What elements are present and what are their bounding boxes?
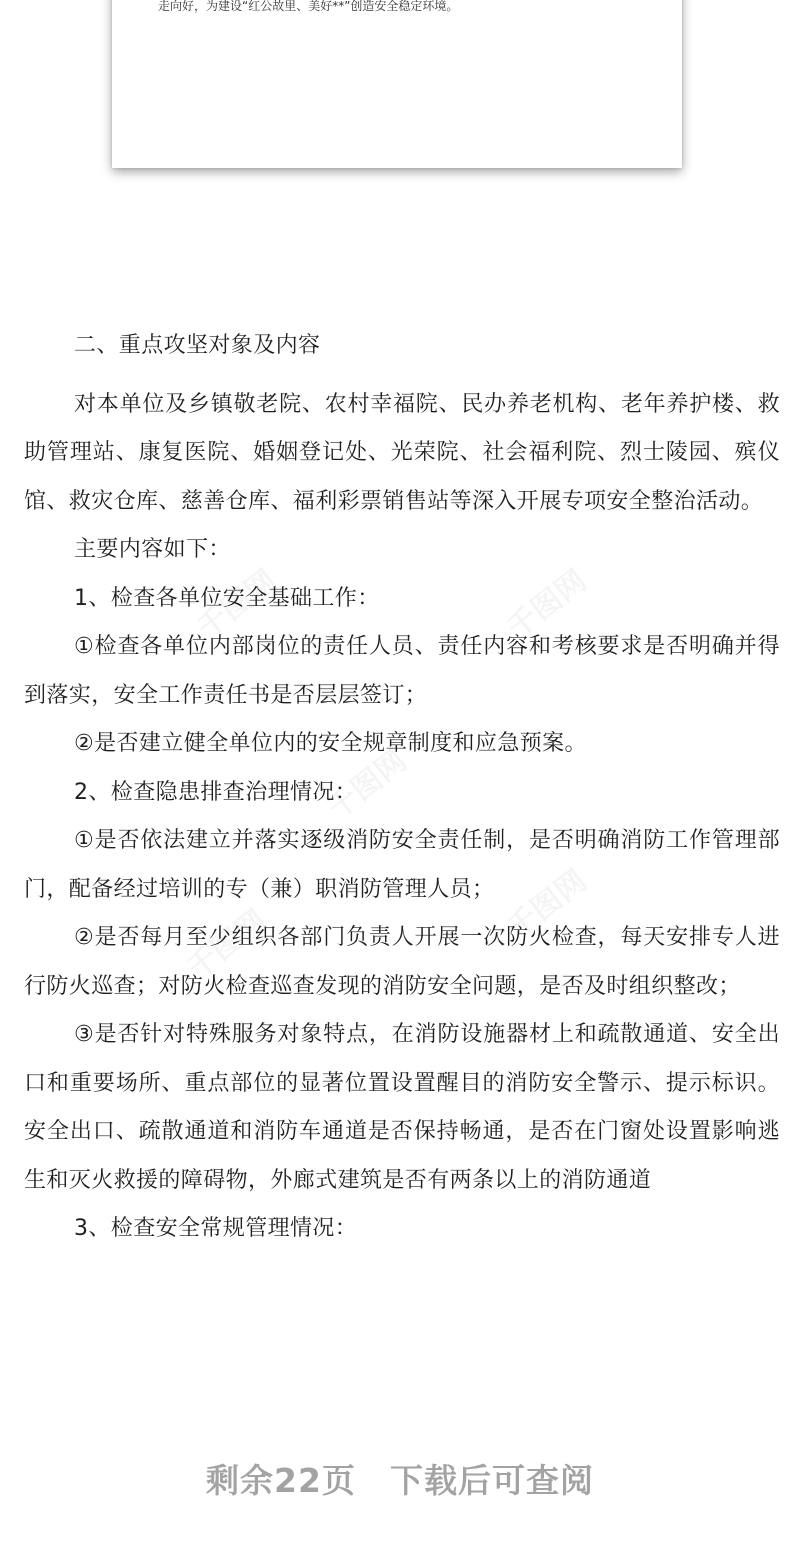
paragraph: ①检查各单位内部岗位的责任人员、责任内容和考核要求是否明确并得到落实，安全工作责任书是否层层签订； — [24, 634, 780, 708]
paragraph: ①是否依法建立并落实逐级消防安全责任制，是否明确消防工作管理部门，配备经过培训的专（兼）职消防管理人员； — [24, 828, 780, 902]
paragraph: 2、检查隐患排查治理情况： — [74, 779, 358, 805]
section-heading: 二、重点攻坚对象及内容 — [74, 333, 321, 358]
paragraph: 3、检查安全常规管理情况： — [74, 1216, 358, 1241]
paragraph: 对本单位及乡镇敬老院、农村幸福院、民办养老机构、老年养护楼、救助管理站、康复医院、婚姻登记处、光荣院、社会福利院、烈士陵园、殡仪馆、救灾仓库、慈善仓库、福利彩票销售站等深入开展专项安全整治活动。 — [24, 391, 780, 514]
paragraph: ②是否建立健全单位内的安全规章制度和应急预案。 — [74, 731, 587, 756]
previous-page-text: 走向好，为建设“红公故里、美好**”创造安全稳定环境。 — [158, 0, 459, 13]
previous-page-card — [112, 0, 682, 168]
document-body — [24, 322, 780, 1254]
paragraph: ③是否针对特殊服务对象特点，在消防设施器材上和疏散通道、安全出口和重要场所、重点部位的显著位置设置醒目的消防安全警示、提示标识。安全出口、疏散通道和消防车通道是否保持畅通，是否在门窗处设置影响逃生和灭火救援的障碍物，外廊式建筑是否有两条以上的消防通道 — [24, 1022, 780, 1193]
paragraph: 主要内容如下： — [74, 537, 231, 562]
paragraph: ②是否每月至少组织各部门负责人开展一次防火检查，每天安排专人进行防火巡查；对防火检查巡查发现的消防安全问题，是否及时组织整改； — [24, 925, 780, 999]
spacer — [24, 371, 780, 381]
paragraph: 1、检查各单位安全基础工作： — [74, 585, 380, 611]
download-to-view-notice[interactable]: 剩余22页 下载后可查阅 — [206, 1461, 594, 1500]
